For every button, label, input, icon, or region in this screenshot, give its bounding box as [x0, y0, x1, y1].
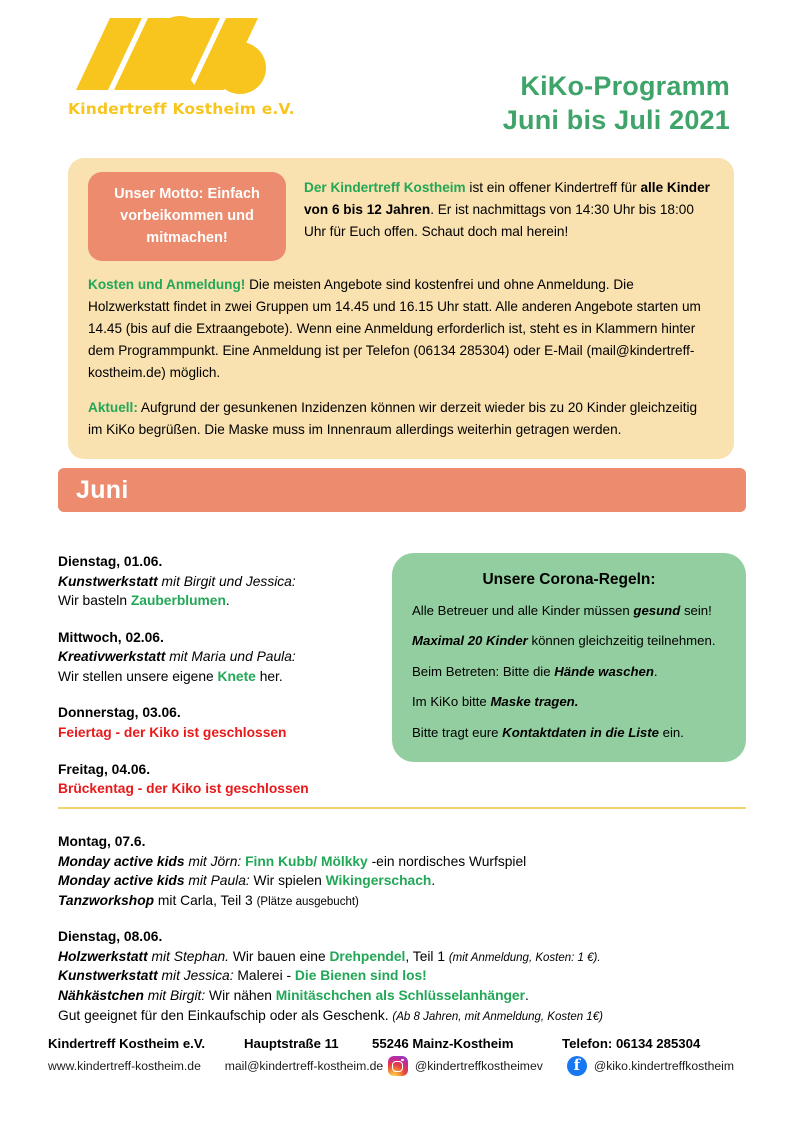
footer-org-name: Kindertreff Kostheim e.V. — [48, 1036, 206, 1051]
event-activity — [58, 947, 758, 967]
event-activity — [58, 891, 758, 911]
facebook-icon: f — [567, 1056, 587, 1076]
corona-rule-bold: Maximal 20 Kinder — [412, 633, 528, 649]
event-desc-highlight: Minitäschchen als Schlüsselanhänger — [275, 988, 525, 1004]
aktuell-text: Aufgrund der gesunkenen Inzidenzen können wir derzeit wieder bis zu 20 Kinder gleichzeitig im KiKo begrüßen. Die Maske muss im Innenraum allerdings weiterhin getragen werden. — [88, 400, 698, 438]
event-activity — [58, 572, 388, 592]
event-closed-notice: Brückentag - der Kiko ist geschlossen — [58, 781, 309, 797]
event-desc-pre: Wir basteln — [58, 593, 131, 609]
motto-box: Unser Motto: Einfach vorbeikommen und mitmachen! — [88, 172, 286, 261]
info-panel — [68, 158, 734, 459]
event-desc-highlight: Die Bienen sind los! — [294, 968, 427, 984]
event-description — [58, 667, 388, 687]
logo-wordmark: Kindertreff Kostheim e.V. — [68, 100, 295, 118]
event-activity — [58, 647, 388, 667]
instagram-link[interactable] — [388, 1056, 543, 1076]
event-desc-highlight: Wikingerschach — [325, 873, 432, 889]
event-extra-note — [58, 1006, 758, 1026]
intro-text-2: . Er ist nachmittags von 14:30 Uhr bis 18:00 Uhr für Euch offen. Schaut doch mal herein! — [304, 202, 694, 240]
event-activity — [58, 986, 758, 1006]
event-desc-post: , Teil 1 — [405, 948, 449, 964]
event-title: Kunstwerkstatt — [58, 968, 158, 984]
event-desc-pre: Wir spielen — [249, 873, 326, 889]
corona-rule-post: können gleichzeitig teilnehmen. — [527, 633, 716, 649]
event-desc-pre: mit Carla, Teil 3 — [154, 893, 257, 909]
event-title: Monday active kids — [58, 853, 185, 869]
page-title-line1: KiKo-Programm — [520, 71, 730, 101]
event-desc-highlight: Finn Kubb/ Mölkky — [241, 853, 368, 869]
logo-mark-icon — [68, 12, 298, 102]
kosten-paragraph — [88, 274, 714, 384]
event-desc-pre: Wir bauen eine — [229, 948, 330, 964]
event-item — [58, 703, 388, 742]
event-desc-post: . — [524, 988, 529, 1004]
aktuell-paragraph — [88, 397, 714, 441]
info-panel-top-row — [88, 172, 714, 261]
event-with: mit Birgit und Jessica: — [157, 573, 296, 589]
event-title: Kunstwerkstatt — [58, 573, 158, 589]
intro-text-1: ist ein offener Kindertreff für — [465, 180, 641, 195]
event-note: (Ab 8 Jahren, mit Anmeldung, Kosten 1€) — [392, 1010, 603, 1023]
event-item — [58, 628, 388, 687]
event-item — [58, 927, 758, 1026]
page-footer — [48, 1036, 758, 1076]
event-desc-highlight: Zauberblumen — [130, 593, 226, 609]
corona-rule — [412, 663, 726, 681]
facebook-handle: @kiko.kindertreffkostheim — [593, 1059, 734, 1073]
event-desc-post: . — [225, 593, 230, 609]
event-desc-highlight: Drehpendel — [329, 948, 406, 964]
page-title-line2: Juni bis Juli 2021 — [502, 104, 730, 135]
event-desc-pre: Malerei - — [233, 968, 295, 984]
facebook-link[interactable] — [567, 1056, 734, 1076]
event-item — [58, 832, 758, 911]
event-note: (Plätze ausgebucht) — [256, 896, 359, 909]
organization-logo — [68, 12, 298, 122]
event-desc-post: -ein nordisches Wurfspiel — [367, 853, 527, 869]
intro-bold-age: alle Kinder von 6 bis 12 Jahren — [304, 180, 710, 218]
event-date: Dienstag, 08.06. — [58, 928, 163, 944]
event-activity — [58, 871, 758, 891]
event-closed-notice: Feiertag - der Kiko ist geschlossen — [58, 725, 287, 741]
event-with: mit Maria und Paula: — [165, 649, 296, 665]
event-with: mit Jessica: — [157, 968, 234, 984]
instagram-handle: @kindertreffkostheimev — [414, 1059, 543, 1073]
kosten-lead: Kosten und Anmeldung! — [88, 277, 246, 293]
event-date: Montag, 07.6. — [58, 834, 146, 849]
corona-rule-post: . — [653, 663, 658, 679]
event-desc-highlight: Knete — [217, 668, 256, 684]
corona-rule-pre: Im KiKo bitte — [412, 694, 491, 710]
event-title: Nähkästchen — [58, 988, 144, 1004]
page-header — [0, 0, 802, 150]
corona-rule-post: sein! — [680, 603, 712, 618]
event-title: Kreativwerkstatt — [58, 649, 166, 665]
corona-rule-post: ein. — [658, 724, 684, 740]
event-tail-text: Gut geeignet für den Einkaufschip oder als Geschenk. — [58, 1007, 393, 1023]
footer-phone: Telefon: 06134 285304 — [562, 1036, 701, 1051]
footer-street: Hauptstraße 11 — [244, 1036, 339, 1051]
month-banner-juni: Juni — [58, 468, 746, 512]
kosten-text: Die meisten Angebote sind kostenfrei und ohne Anmeldung. Die Holzwerkstatt findet in zwei Gruppen um 14.45 und 16.15 Uhr statt. Alle anderen Angebote starten um 14.45 (bis auf die Extraangebote). Wenn eine Anmeldung erforderlich ist, steht es in Klammern hinter dem Programmpunkt. Eine Anmeldung ist per Telefon (06134 285304) oder E-Mail (mail@kindertreff-kostheim.de) möglich. — [88, 277, 701, 381]
footer-website-link[interactable]: www.kindertreff-kostheim.de — [48, 1059, 201, 1073]
event-title: Tanzworkshop — [58, 893, 155, 909]
intro-paragraph — [304, 172, 714, 243]
corona-rule-pre: Alle Betreuer und alle Kinder müssen — [412, 603, 634, 618]
event-activity — [58, 852, 758, 872]
corona-rule — [412, 693, 726, 711]
event-date: Freitag, 04.06. — [58, 761, 151, 777]
corona-rule-bold: Kontaktdaten in die Liste — [502, 724, 659, 740]
event-desc-post: . — [431, 873, 436, 889]
corona-rule-bold: Hände waschen — [554, 663, 654, 679]
section-divider — [58, 807, 746, 809]
event-note: (mit Anmeldung, Kosten: 1 €). — [448, 951, 601, 964]
event-date: Mittwoch, 02.06. — [58, 629, 164, 645]
corona-rule-bold: Maske tragen. — [490, 694, 579, 710]
corona-rule — [412, 632, 726, 650]
corona-rule-pre: Bitte tragt eure — [412, 724, 503, 740]
aktuell-lead: Aktuell: — [88, 400, 138, 416]
event-title: Monday active kids — [58, 873, 185, 889]
corona-rule-bold: gesund — [633, 603, 681, 618]
event-desc-post: her. — [255, 668, 283, 684]
event-with: mit Birgit: — [143, 988, 206, 1004]
event-desc-pre: Wir nähen — [205, 988, 276, 1004]
corona-rule — [412, 602, 726, 620]
event-item — [58, 552, 388, 611]
event-activity — [58, 966, 758, 986]
event-item — [58, 760, 388, 799]
instagram-icon — [388, 1056, 408, 1076]
event-date: Donnerstag, 03.06. — [58, 705, 181, 721]
event-with: mit Jörn: — [184, 853, 242, 869]
event-title: Holzwerkstatt — [58, 948, 148, 964]
footer-links-row — [48, 1056, 758, 1076]
event-date: Dienstag, 01.06. — [58, 554, 163, 569]
event-description — [58, 591, 388, 611]
footer-email-link[interactable]: mail@kindertreff-kostheim.de — [224, 1059, 384, 1073]
event-with: mit Stephan. — [147, 948, 229, 964]
intro-lead: Der Kindertreff Kostheim — [304, 180, 466, 195]
events-list-lower — [58, 832, 758, 1041]
page-title — [503, 70, 730, 138]
corona-rule-pre: Beim Betreten: Bitte die — [412, 663, 555, 679]
footer-city: 55246 Mainz-Kostheim — [372, 1036, 514, 1051]
footer-contact-row — [48, 1036, 758, 1051]
events-list-top — [58, 552, 388, 799]
corona-rules-box — [392, 553, 746, 762]
event-with: mit Paula: — [184, 873, 250, 889]
corona-rules-title: Unsere Corona-Regeln: — [482, 571, 656, 588]
event-desc-pre: Wir stellen unsere eigene — [58, 668, 218, 684]
corona-rule — [412, 724, 726, 742]
